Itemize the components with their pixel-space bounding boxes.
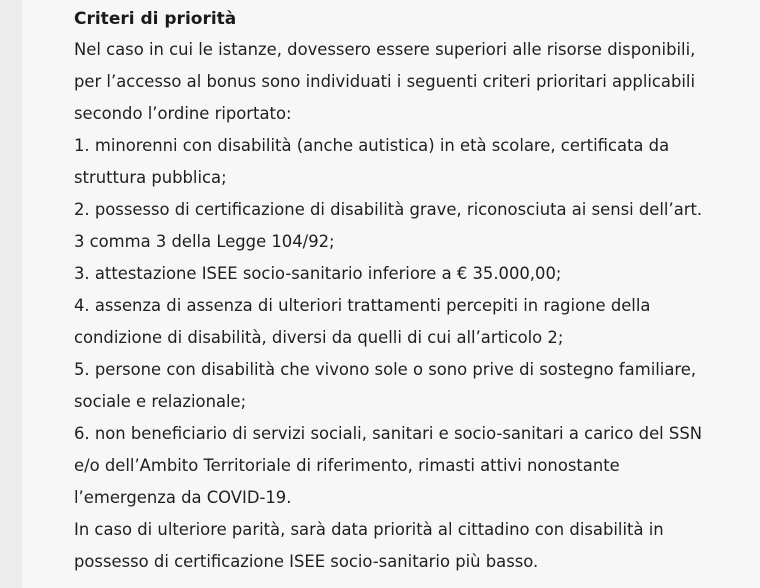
criterion-5-line-1: 5. persone con disabilità che vivono sole o sono prive di sostegno familiare, [74,360,697,379]
criterion-6-line-3: l’emergenza da COVID-19. [74,488,292,507]
criterion-6-line-2: e/o dell’Ambito Territoriale di riferimento, rimasti attivi nonostante [74,456,620,475]
criterion-3: 3. attestazione ISEE socio-sanitario inferiore a € 35.000,00; [74,264,562,283]
intro-line-3: secondo l’ordine riportato: [74,104,292,123]
criterion-1-line-1: 1. minorenni con disabilità (anche autistica) in età scolare, certificata da [74,136,670,155]
criterion-1-line-2: struttura pubblica; [74,168,227,187]
article-content [22,0,760,588]
criterion-2-line-2: 3 comma 3 della Legge 104/92; [74,232,335,251]
tie-break-line-1: In caso di ulteriore parità, sarà data priorità al cittadino con disabilità in [74,520,664,539]
tie-break-line-2: possesso di certificazione ISEE socio-sanitario più basso. [74,552,539,571]
criterion-6-line-1: 6. non beneficiario di servizi sociali, sanitari e socio-sanitari a carico del SSN [74,424,702,443]
intro-line-1: Nel caso in cui le istanze, dovessero essere superiori alle risorse disponibili, [74,40,696,59]
section-heading: Criteri di priorità [74,9,237,29]
criterion-2-line-1: 2. possesso di certificazione di disabilità grave, riconosciuta ai sensi dell’art. [74,200,703,219]
criterion-5-line-2: sociale e relazionale; [74,392,247,411]
criterion-4-line-1: 4. assenza di assenza di ulteriori trattamenti percepiti in ragione della [74,296,651,315]
intro-line-2: per l’accesso al bonus sono individuati i seguenti criteri prioritari applicabili [74,72,696,91]
criterion-4-line-2: condizione di disabilità, diversi da quelli di cui all’articolo 2; [74,328,564,347]
